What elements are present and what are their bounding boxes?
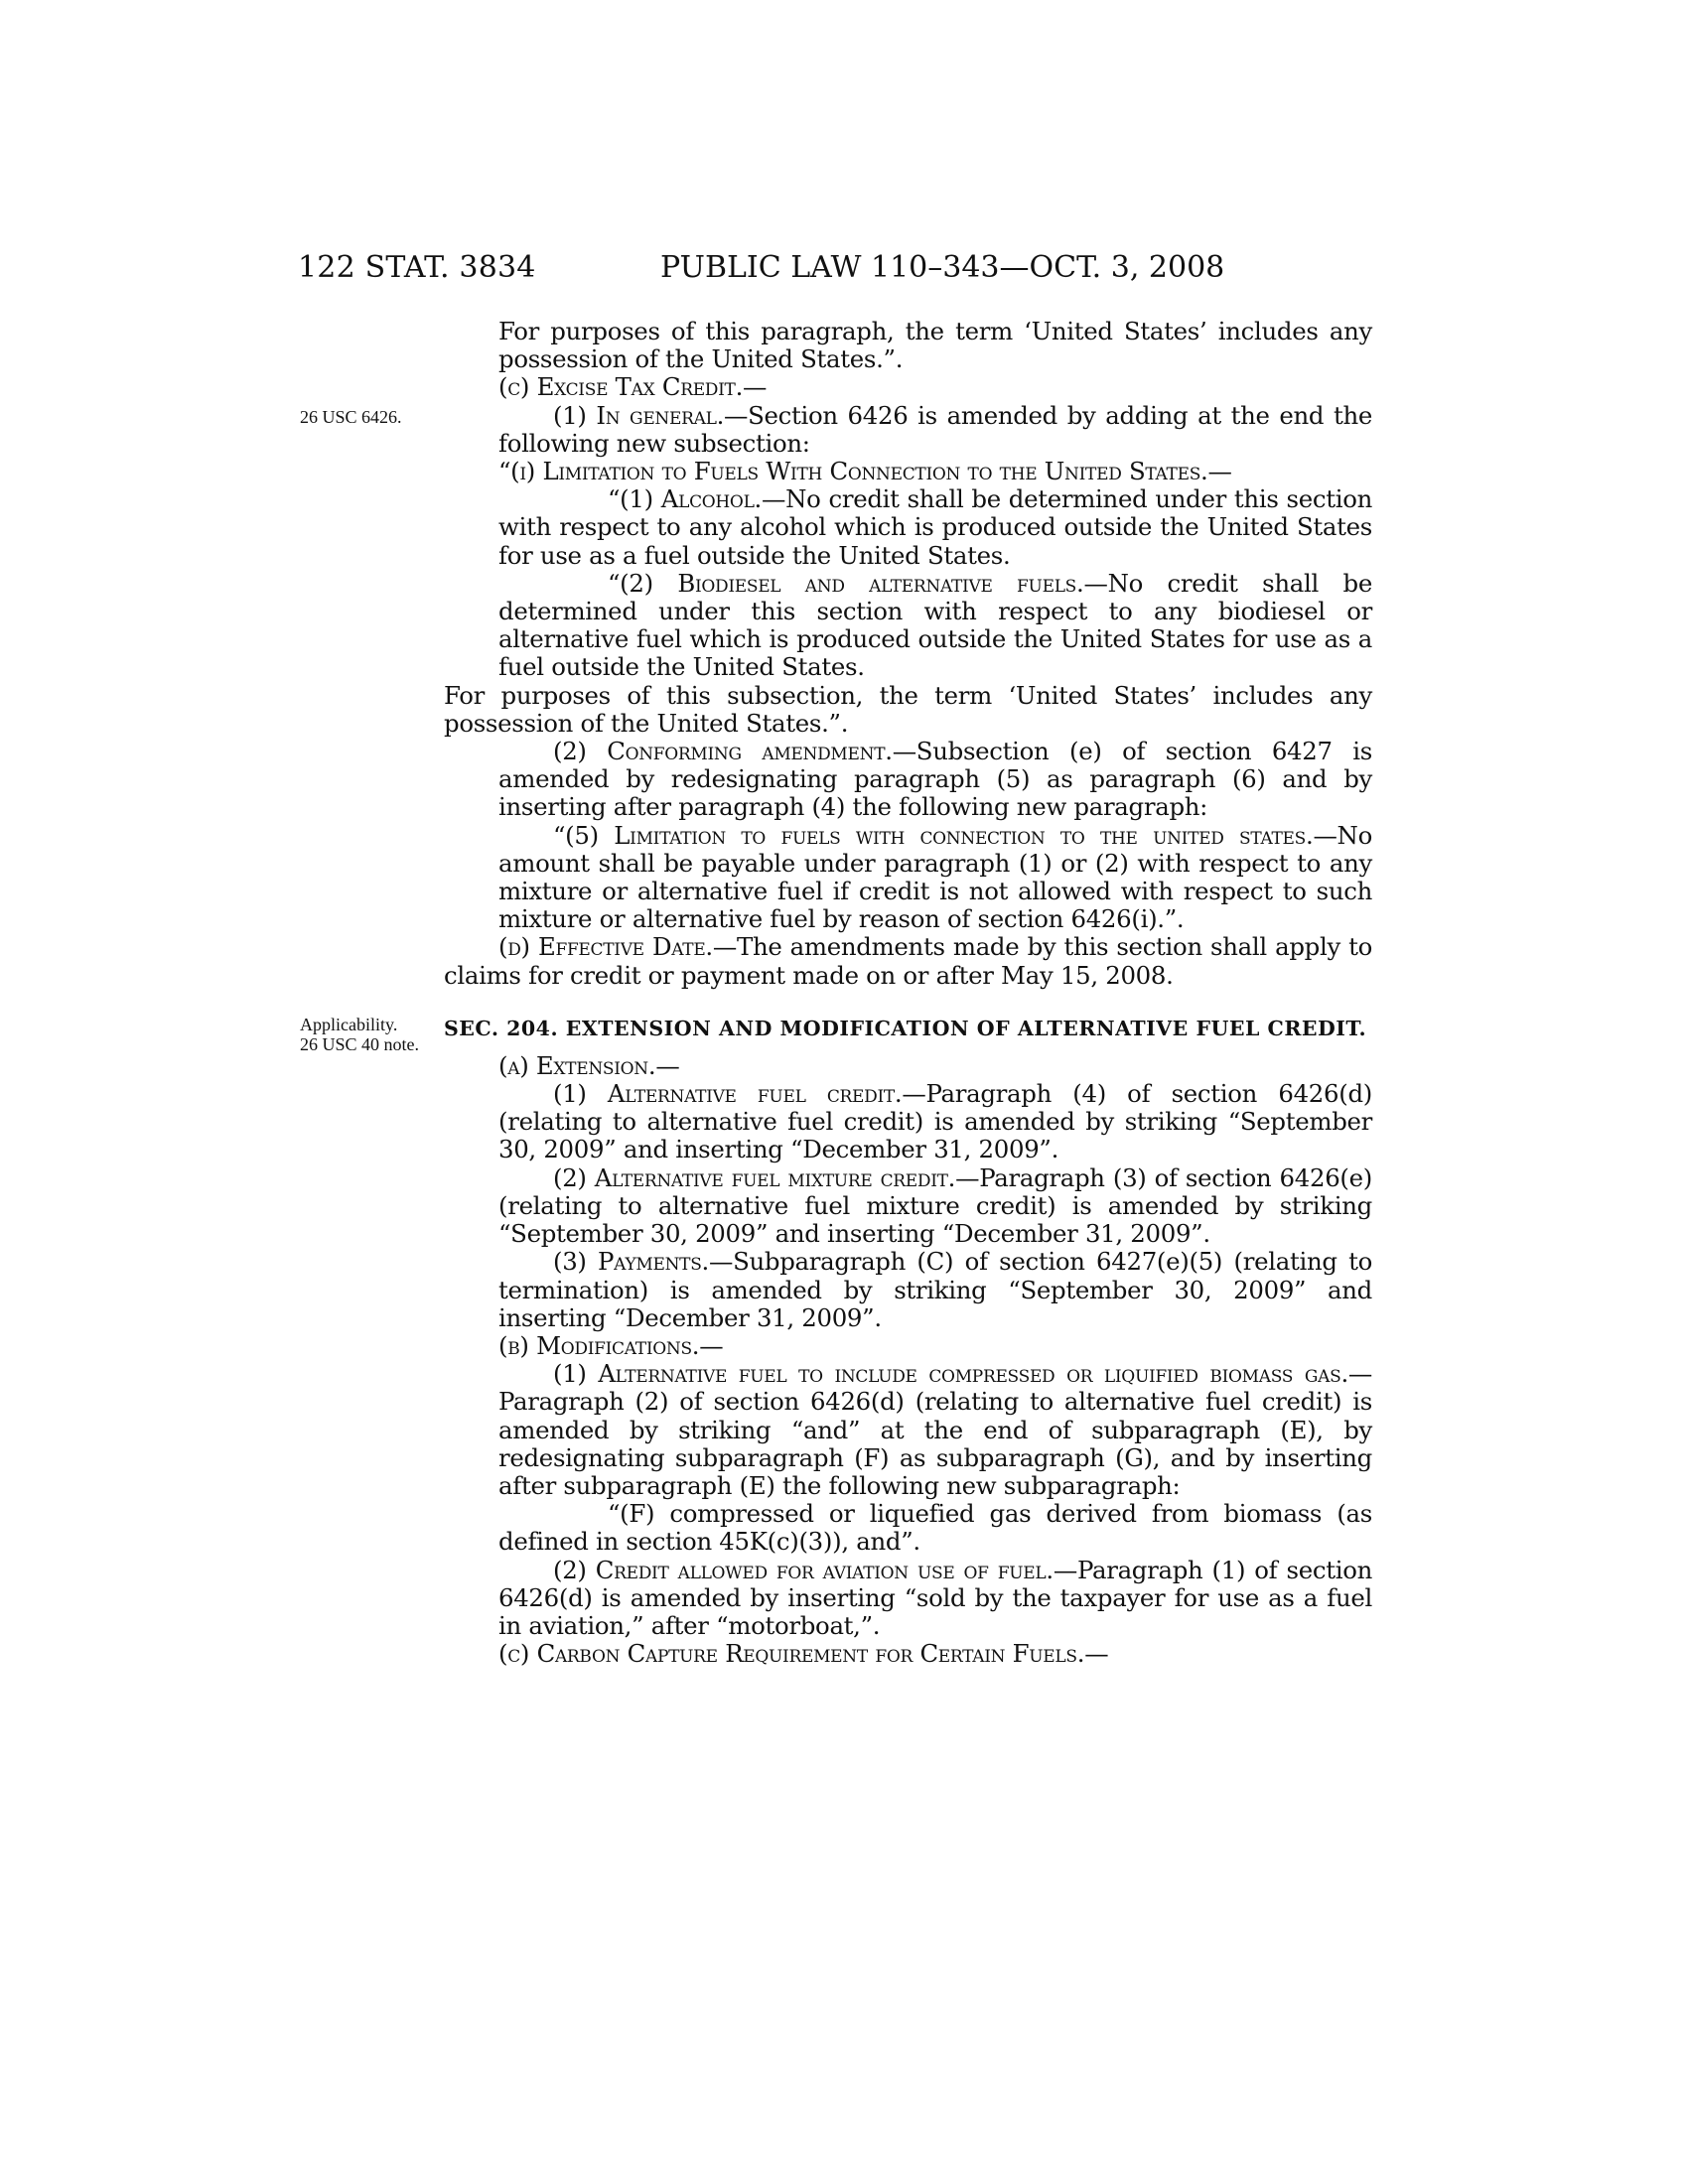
paragraph-text: —Subsection (e) of section 6427 is amended by redesignating paragraph (5) as paragraph (6) and by inserting after paragraph (4) the following new paragraph: bbox=[498, 737, 1372, 822]
heading-dash: — bbox=[1207, 457, 1232, 486]
paragraph-heading: (1) Alternative fuel credit. bbox=[553, 1079, 903, 1109]
page-header-title: PUBLIC LAW 110–343—OCT. 3, 2008 bbox=[660, 250, 1225, 285]
paragraph-closing-note: For purposes of this paragraph, the term ‘United States’ includes any possession of the United States.”. bbox=[498, 317, 1372, 374]
paragraph-alternative-fuel-mixture-credit bbox=[498, 1164, 1372, 1249]
paragraph-alcohol bbox=[498, 485, 1372, 570]
paragraph-effective-date bbox=[444, 933, 1372, 989]
paragraph-payments bbox=[498, 1248, 1372, 1332]
paragraph-text: —No credit shall be determined under this section with respect to any biodiesel or alternative fuel which is produced outside the United States for use as a fuel outside the United States. bbox=[498, 568, 1372, 682]
section-204-title: SEC. 204. EXTENSION AND MODIFICATION OF ALTERNATIVE FUEL CREDIT. bbox=[444, 1016, 1367, 1040]
paragraph-text: —No amount shall be payable under paragraph (1) or (2) with respect to any mixture or alternative fuel if credit is not allowed with respect to such mixture or alternative fuel by reason of section 6426(i).”. bbox=[498, 820, 1372, 934]
paragraph-heading: (2) Credit allowed for aviation use of fuel. bbox=[553, 1555, 1054, 1584]
subsection-b-heading: (b) Modifications.— bbox=[498, 1330, 724, 1360]
document-body bbox=[444, 317, 1373, 1669]
paragraph-heading: “(2) Biodiesel and alternative fuels. bbox=[608, 568, 1084, 598]
paragraph-text: —Subparagraph (C) of section 6427(e)(5) (relating to termination) is amended by striking “September 30, 2009” and inserting “December 31, 2009”. bbox=[498, 1247, 1373, 1332]
paragraph-1-in-general bbox=[498, 402, 1372, 458]
subsection-i-heading bbox=[444, 458, 1372, 485]
paragraph-text: —The amendments made by this section shall apply to claims for credit or payment made on or after May 15, 2008. bbox=[444, 932, 1372, 990]
stat-citation: 122 STAT. 3834 bbox=[298, 250, 536, 285]
paragraph-heading: (d) Effective Date. bbox=[498, 932, 713, 962]
paragraph-conforming-amendment bbox=[498, 738, 1372, 822]
paragraph-text: —Paragraph (2) of section 6426(d) (relating to alternative fuel credit) is amended by striking “and” at the end of subparagraph (E), by redesignating subparagraph (F) as subparagraph (G), and by inserting after subparagraph (E) the following new subparagraph: bbox=[498, 1359, 1372, 1500]
paragraph-text: —Section 6426 is amended by adding at the end the following new subsection: bbox=[498, 400, 1372, 458]
paragraph-text: —Paragraph (3) of section 6426(e) (relating to alternative fuel mixture credit) is amended by striking “September 30, 2009” and inserting “December 31, 2009”. bbox=[498, 1162, 1372, 1249]
subsection-c-carbon-capture-heading: (c) Carbon Capture Requirement for Certain Fuels.— bbox=[498, 1639, 1109, 1669]
paragraph-flush-definition: For purposes of this subsection, the term ‘United States’ includes any possession of the United States.”. bbox=[444, 680, 1372, 738]
margin-note-usc-6426: 26 USC 6426. bbox=[300, 407, 402, 427]
paragraph-heading: (1) In general. bbox=[553, 400, 725, 430]
paragraph-biomass-gas bbox=[498, 1360, 1372, 1500]
subsection-c-heading: (c) Excise Tax Credit.— bbox=[498, 372, 768, 402]
paragraph-heading: (2) Conforming amendment. bbox=[553, 737, 893, 766]
paragraph-alternative-fuel-credit bbox=[498, 1080, 1372, 1164]
paragraph-text: —No credit shall be determined under this section with respect to any alcohol which is produced outside the United States for use as a fuel outside the United States. bbox=[498, 484, 1372, 570]
paragraph-text: —Paragraph (4) of section 6426(d) (relating to alternative fuel credit) is amended by striking “September 30, 2009” and inserting “December 31, 2009”. bbox=[498, 1079, 1372, 1164]
paragraph-heading: (1) Alternative fuel to include compressed or liquified biomass gas. bbox=[553, 1359, 1348, 1389]
subsection-heading: “(i) Limitation to Fuels With Connection to the United States. bbox=[498, 457, 1208, 486]
subsection-a-heading: (a) Extension.— bbox=[498, 1050, 680, 1080]
paragraph-heading: (2) Alternative fuel mixture credit. bbox=[553, 1162, 956, 1192]
margin-note-applicability: Applicability. bbox=[300, 1015, 398, 1034]
paragraph-limitation-5 bbox=[498, 822, 1372, 934]
paragraph-aviation-use bbox=[498, 1557, 1372, 1641]
subparagraph-f: “(F) compressed or liquefied gas derived from biomass (as defined in section 45K(c)(3)), and”. bbox=[498, 1499, 1372, 1557]
paragraph-heading: “(5) Limitation to fuels with connection to the united states. bbox=[553, 820, 1314, 850]
paragraph-heading: “(1) Alcohol. bbox=[608, 484, 763, 514]
paragraph-text: —Paragraph (1) of section 6426(d) is amended by inserting “sold by the taxpayer for use as a fuel in aviation,” after “motorboat,”. bbox=[498, 1555, 1373, 1640]
paragraph-biodiesel bbox=[498, 570, 1372, 682]
margin-note-usc-40-note: 26 USC 40 note. bbox=[300, 1034, 420, 1054]
paragraph-heading: (3) Payments. bbox=[553, 1247, 710, 1277]
